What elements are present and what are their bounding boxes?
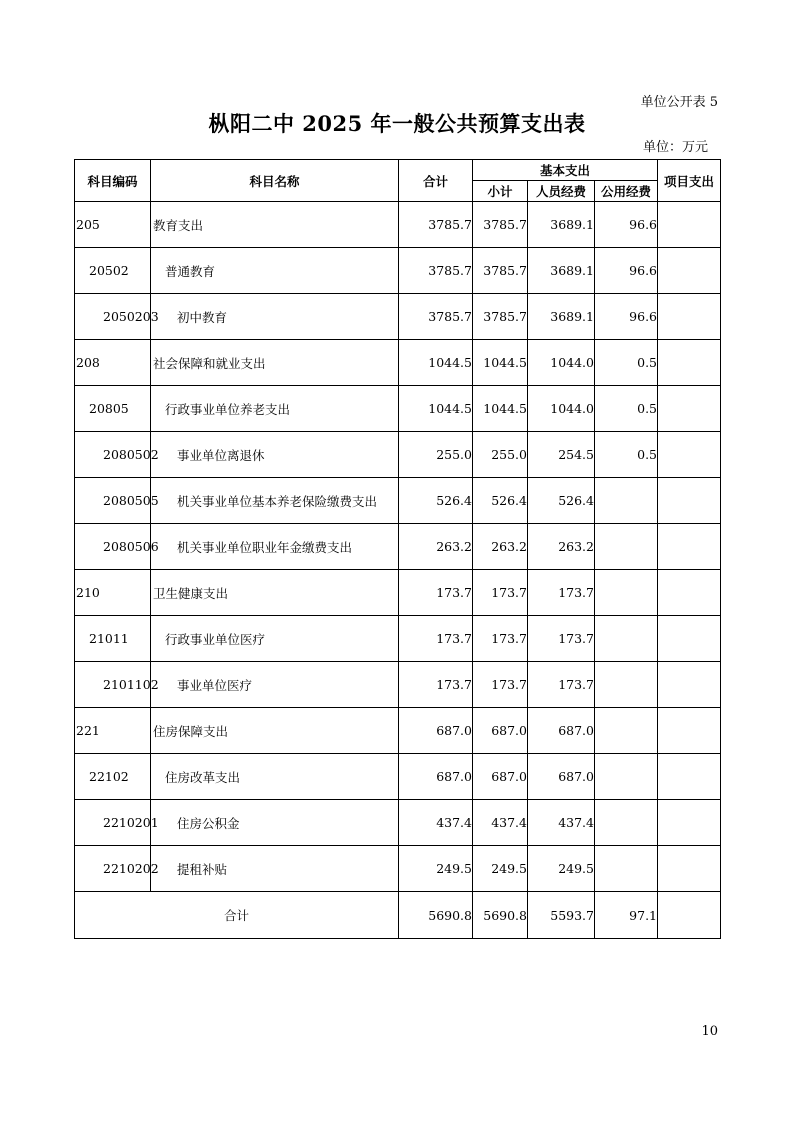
table-row <box>75 202 721 248</box>
row-project <box>658 570 721 616</box>
total-total: 5690.8 <box>399 892 473 939</box>
row-personnel: 263.2 <box>528 524 595 570</box>
row-project <box>658 432 721 478</box>
row-name: 住房公积金 <box>151 800 399 846</box>
row-total: 173.7 <box>399 662 473 708</box>
row-personnel: 3689.1 <box>528 202 595 248</box>
table-row <box>75 294 721 340</box>
row-personnel: 173.7 <box>528 570 595 616</box>
row-personnel: 526.4 <box>528 478 595 524</box>
row-total: 1044.5 <box>399 340 473 386</box>
row-total: 263.2 <box>399 524 473 570</box>
row-personnel: 687.0 <box>528 754 595 800</box>
table-header-row-1 <box>75 160 721 181</box>
row-project <box>658 478 721 524</box>
row-subtotal: 3785.7 <box>473 294 528 340</box>
row-code: 205 <box>75 202 151 248</box>
row-name: 社会保障和就业支出 <box>151 340 399 386</box>
row-personnel: 1044.0 <box>528 386 595 432</box>
row-subtotal: 687.0 <box>473 754 528 800</box>
row-public <box>595 846 658 892</box>
row-name: 行政事业单位养老支出 <box>151 386 399 432</box>
form-number: 单位公开表 5 <box>640 95 718 110</box>
total-project <box>658 892 721 939</box>
row-total: 173.7 <box>399 570 473 616</box>
row-code: 2050203 <box>75 294 151 340</box>
table-row <box>75 800 721 846</box>
row-personnel: 173.7 <box>528 662 595 708</box>
table-row <box>75 248 721 294</box>
row-public <box>595 616 658 662</box>
row-code: 208 <box>75 340 151 386</box>
row-project <box>658 754 721 800</box>
row-name: 住房改革支出 <box>151 754 399 800</box>
table-row <box>75 754 721 800</box>
row-project <box>658 800 721 846</box>
row-code: 221 <box>75 708 151 754</box>
table-row <box>75 524 721 570</box>
row-code: 2080502 <box>75 432 151 478</box>
row-project <box>658 846 721 892</box>
row-code: 22102 <box>75 754 151 800</box>
row-subtotal: 173.7 <box>473 662 528 708</box>
row-subtotal: 263.2 <box>473 524 528 570</box>
row-name: 卫生健康支出 <box>151 570 399 616</box>
row-name: 事业单位离退休 <box>151 432 399 478</box>
table-row <box>75 662 721 708</box>
header-name: 科目名称 <box>151 160 399 202</box>
row-total: 249.5 <box>399 846 473 892</box>
row-project <box>658 662 721 708</box>
row-public <box>595 754 658 800</box>
row-subtotal: 3785.7 <box>473 248 528 294</box>
row-name: 行政事业单位医疗 <box>151 616 399 662</box>
row-personnel: 437.4 <box>528 800 595 846</box>
row-subtotal: 249.5 <box>473 846 528 892</box>
row-code: 20805 <box>75 386 151 432</box>
row-total: 3785.7 <box>399 202 473 248</box>
table-row <box>75 478 721 524</box>
row-subtotal: 3785.7 <box>473 202 528 248</box>
row-code: 2080506 <box>75 524 151 570</box>
row-code: 2210201 <box>75 800 151 846</box>
table-row <box>75 708 721 754</box>
row-name: 机关事业单位基本养老保险缴费支出 <box>151 478 399 524</box>
row-public <box>595 478 658 524</box>
row-project <box>658 616 721 662</box>
row-name: 提租补贴 <box>151 846 399 892</box>
row-public <box>595 662 658 708</box>
row-subtotal: 687.0 <box>473 708 528 754</box>
row-code: 210 <box>75 570 151 616</box>
table-row <box>75 616 721 662</box>
row-personnel: 1044.0 <box>528 340 595 386</box>
row-project <box>658 202 721 248</box>
row-name: 普通教育 <box>151 248 399 294</box>
total-public: 97.1 <box>595 892 658 939</box>
row-project <box>658 708 721 754</box>
total-subtotal: 5690.8 <box>473 892 528 939</box>
row-project <box>658 248 721 294</box>
header-personnel: 人员经费 <box>528 181 595 202</box>
total-personnel: 5593.7 <box>528 892 595 939</box>
row-public: 96.6 <box>595 202 658 248</box>
table-total-row <box>75 892 721 939</box>
header-project: 项目支出 <box>658 160 721 202</box>
header-total: 合计 <box>399 160 473 202</box>
row-project <box>658 294 721 340</box>
row-code: 2080505 <box>75 478 151 524</box>
row-project <box>658 524 721 570</box>
row-public <box>595 708 658 754</box>
row-code: 2210202 <box>75 846 151 892</box>
header-code: 科目编码 <box>75 160 151 202</box>
row-personnel: 249.5 <box>528 846 595 892</box>
header-subtotal: 小计 <box>473 181 528 202</box>
budget-expenditure-table <box>74 159 721 939</box>
row-project <box>658 386 721 432</box>
row-code: 2101102 <box>75 662 151 708</box>
row-total: 526.4 <box>399 478 473 524</box>
row-subtotal: 437.4 <box>473 800 528 846</box>
page-number: 10 <box>701 1024 718 1039</box>
row-public <box>595 570 658 616</box>
table-row <box>75 846 721 892</box>
row-public: 0.5 <box>595 432 658 478</box>
table-row <box>75 432 721 478</box>
row-name: 教育支出 <box>151 202 399 248</box>
unit-label: 单位：万元 <box>642 140 708 155</box>
row-subtotal: 1044.5 <box>473 340 528 386</box>
table-row <box>75 570 721 616</box>
row-code: 20502 <box>75 248 151 294</box>
page-title: 枞阳二中 2025 年一般公共预算支出表 <box>208 111 586 136</box>
row-personnel: 687.0 <box>528 708 595 754</box>
table-row <box>75 386 721 432</box>
row-total: 687.0 <box>399 754 473 800</box>
row-personnel: 3689.1 <box>528 248 595 294</box>
row-subtotal: 526.4 <box>473 478 528 524</box>
row-personnel: 3689.1 <box>528 294 595 340</box>
row-name: 事业单位医疗 <box>151 662 399 708</box>
row-subtotal: 173.7 <box>473 616 528 662</box>
row-public <box>595 800 658 846</box>
row-total: 255.0 <box>399 432 473 478</box>
row-subtotal: 255.0 <box>473 432 528 478</box>
row-total: 1044.5 <box>399 386 473 432</box>
row-personnel: 254.5 <box>528 432 595 478</box>
row-public: 0.5 <box>595 340 658 386</box>
row-public <box>595 524 658 570</box>
row-code: 21011 <box>75 616 151 662</box>
row-name: 初中教育 <box>151 294 399 340</box>
row-total: 173.7 <box>399 616 473 662</box>
row-public: 96.6 <box>595 294 658 340</box>
header-basic: 基本支出 <box>473 160 658 181</box>
row-subtotal: 1044.5 <box>473 386 528 432</box>
header-public: 公用经费 <box>595 181 658 202</box>
row-total: 3785.7 <box>399 294 473 340</box>
row-name: 机关事业单位职业年金缴费支出 <box>151 524 399 570</box>
table-row <box>75 340 721 386</box>
row-subtotal: 173.7 <box>473 570 528 616</box>
row-public: 0.5 <box>595 386 658 432</box>
row-personnel: 173.7 <box>528 616 595 662</box>
row-total: 3785.7 <box>399 248 473 294</box>
row-public: 96.6 <box>595 248 658 294</box>
row-name: 住房保障支出 <box>151 708 399 754</box>
total-label: 合计 <box>75 892 399 939</box>
row-total: 687.0 <box>399 708 473 754</box>
row-total: 437.4 <box>399 800 473 846</box>
row-project <box>658 340 721 386</box>
